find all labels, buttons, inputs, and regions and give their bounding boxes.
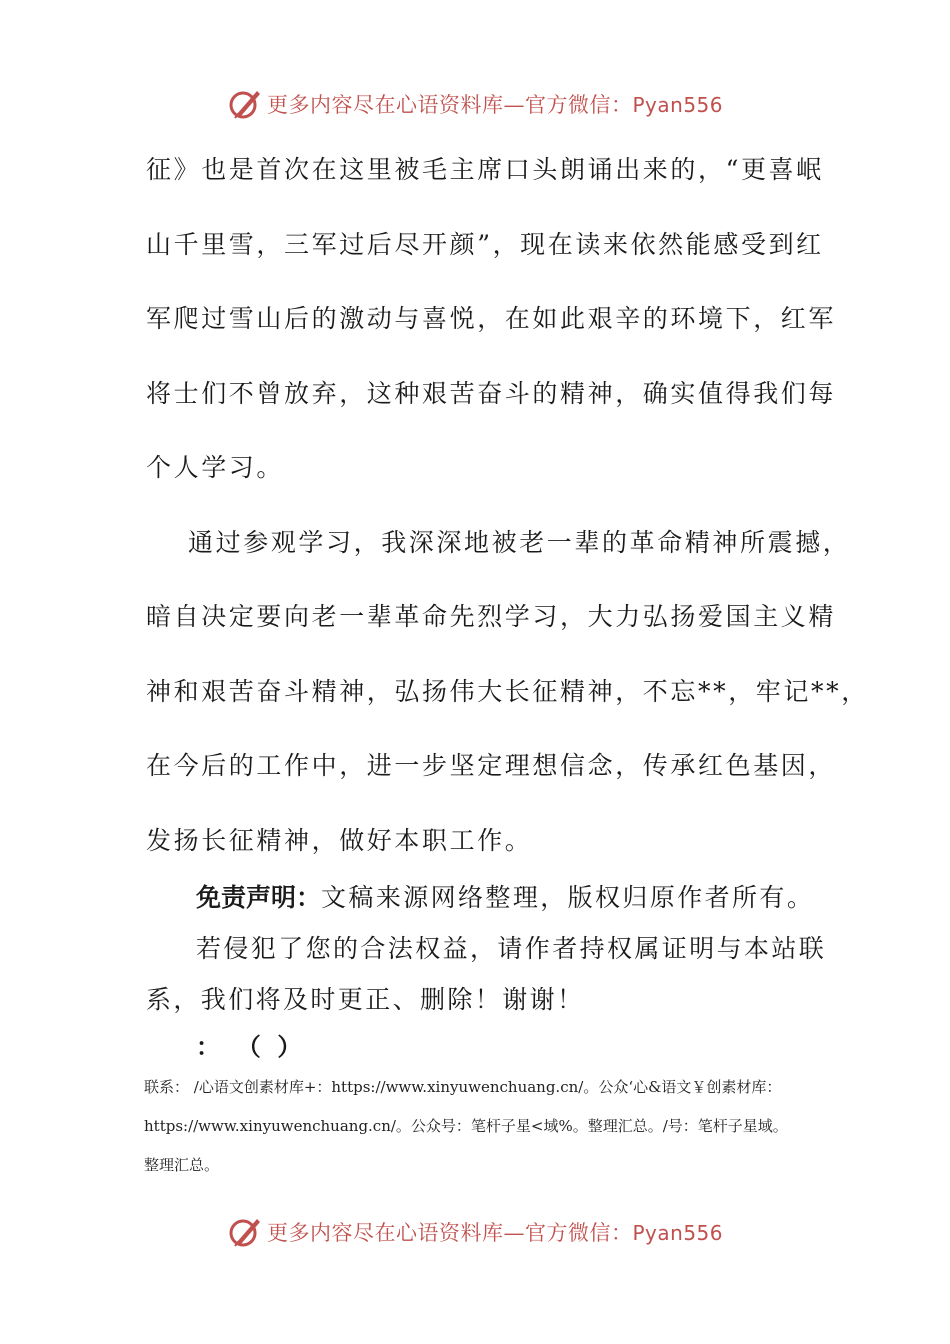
disclaimer-line: 系，我们将及时更正、删除！谢谢！ xyxy=(146,985,585,1014)
body-line: 暗自决定要向老一辈革命先烈学习，大力弘扬爱国主义精 xyxy=(146,602,837,631)
body-line: 山千里雪，三军过后尽开颜”，现在读来依然能感受到红 xyxy=(146,229,824,259)
contact-placeholder: ： （ ） xyxy=(196,1033,302,1061)
contact-line: 联系： /心语文创素材库+：https://www.xinyuwenchuang.cn/。公众‘心&语文￥创素材库： xyxy=(144,1078,782,1096)
body-line: 发扬长征精神，做好本职工作。 xyxy=(146,825,533,855)
body-line: 军爬过雪山后的激动与喜悦，在如此艰辛的环境下，红军 xyxy=(146,304,837,333)
header-banner xyxy=(0,82,950,126)
banner-wechat-id: Pyan556 xyxy=(632,1221,723,1245)
body-line: 将士们不曾放弃，这种艰苦奋斗的精神，确实值得我们每 xyxy=(146,378,837,408)
footer-banner xyxy=(0,1210,950,1254)
banner-text: 更多内容尽在心语资料库—官方微信：Pyan556 xyxy=(266,1221,723,1245)
body-line: 通过参观学习，我深深地被老一辈的革命精神所震撼， xyxy=(188,527,851,557)
disclaimer-line xyxy=(146,872,826,923)
disclaimer xyxy=(146,872,826,1025)
contact-line: https://www.xinyuwenchuang.cn/。公众号：笔杆子星<域%。整理汇总。/号：笔杆子星域。 xyxy=(144,1117,788,1135)
contact-line: 整理汇总。 xyxy=(144,1156,220,1174)
body-line: 在今后的工作中，进一步坚定理想信念，传承红色基因， xyxy=(146,751,837,780)
disclaimer-line: 若侵犯了您的合法权益，请作者持权属证明与本站联 xyxy=(196,934,827,963)
contact-info xyxy=(144,1068,824,1185)
disclaimer-label: 免责声明： xyxy=(196,883,322,912)
feather-pen-circle-icon xyxy=(227,86,263,122)
body-line: 神和艰苦奋斗精神，弘扬伟大长征精神，不忘**，牢记**， xyxy=(146,676,869,706)
document-body xyxy=(146,140,869,885)
body-line: 个人学习。 xyxy=(146,453,285,482)
banner-wechat-id: Pyan556 xyxy=(632,93,723,117)
body-line: 征》也是首次在这里被毛主席口头朗诵出来的，“更喜岷 xyxy=(146,155,824,184)
banner-text: 更多内容尽在心语资料库—官方微信：Pyan556 xyxy=(266,93,723,117)
disclaimer-text: 文稿来源网络整理，版权归原作者所有。 xyxy=(321,883,815,912)
feather-pen-circle-icon xyxy=(227,1214,263,1250)
